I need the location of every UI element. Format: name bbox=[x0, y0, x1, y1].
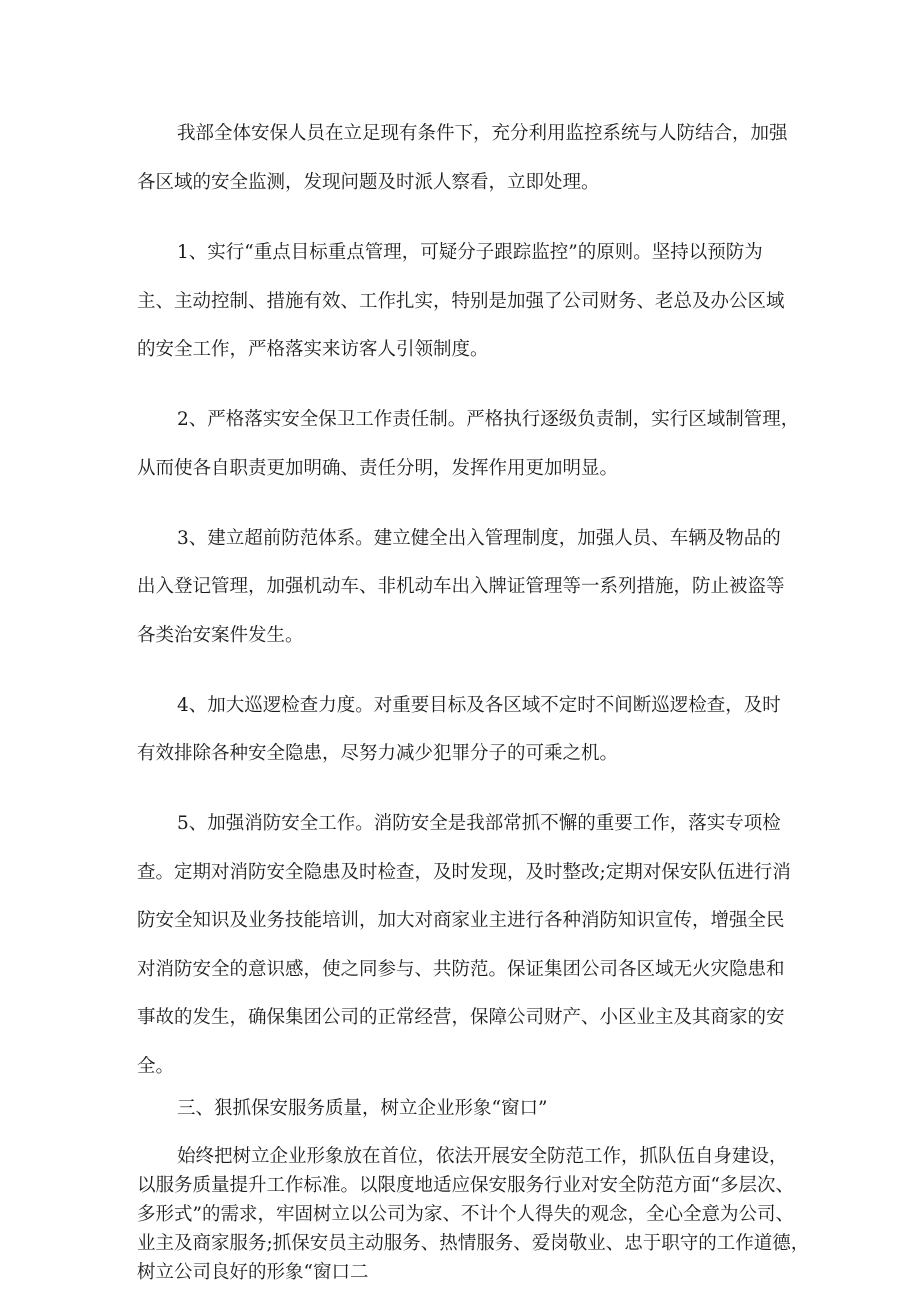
paragraph-line: 防安全知识及业务技能培训，加大对商家业主进行各种消防知识宣传，增强全民 bbox=[137, 910, 785, 931]
paragraph-line: 的安全工作，严格落实来访客人引领制度。 bbox=[137, 339, 489, 360]
paragraph-line: 始终把树立企业形象放在首位，依法开展安全防范工作，抓队伍自身建设， bbox=[177, 1146, 788, 1167]
paragraph-line: 树立公司良好的形象“窗口二 bbox=[137, 1262, 369, 1283]
paragraph-line: 2、严格落实安全保卫工作责任制。严格执行逐级负责制，实行区域制管理， bbox=[177, 409, 800, 430]
paragraph-line: 以服务质量提升工作标准。以限度地适应保安服务行业对安全防范方面“多层次、 bbox=[137, 1175, 794, 1196]
paragraph-line: 5、加强消防安全工作。消防安全是我部常抓不懈的重要工作，落实专项检 bbox=[177, 813, 781, 834]
paragraph-line: 对消防安全的意识感，使之同参与、共防范。保证集团公司各区域无火灾隐患和 bbox=[137, 959, 785, 980]
section-heading: 三、狠抓保安服务质量，树立企业形象“窗口” bbox=[177, 1098, 548, 1119]
paragraph-line: 各区域的安全监测，发现问题及时派人察看，立即处理。 bbox=[137, 172, 600, 193]
paragraph-line: 有效排除各种安全隐患，尽努力减少犯罪分子的可乘之机。 bbox=[137, 743, 619, 764]
paragraph-line: 4、加大巡逻检查力度。对重要目标及各区域不定时不间断巡逻检查，及时 bbox=[177, 695, 781, 716]
paragraph-line: 查。定期对消防安全隐患及时检查，及时发现，及时整改;定期对保安队伍进行消 bbox=[137, 862, 791, 883]
paragraph-line: 主、主动控制、措施有效、工作扎实，特别是加强了公司财务、老总及办公区域 bbox=[137, 291, 785, 312]
paragraph-line: 从而使各自职责更加明确、责任分明，发挥作用更加明显。 bbox=[137, 458, 619, 479]
paragraph-line: 各类治安案件发生。 bbox=[137, 625, 304, 646]
paragraph-line: 业主及商家服务;抓保安员主动服务、热情服务、爱岗敬业、忠于职守的工作道德， bbox=[137, 1233, 810, 1254]
paragraph-line: 全。 bbox=[137, 1056, 175, 1077]
paragraph-line: 3、建立超前防范体系。建立健全出入管理制度，加强人员、车辆及物品的 bbox=[177, 528, 781, 549]
paragraph-line: 1、实行“重点目标重点管理，可疑分子跟踪监控”的原则。坚持以预防为 bbox=[177, 242, 763, 263]
paragraph-line: 出入登记管理，加强机动车、非机动车出入牌证管理等一系列措施，防止被盗等 bbox=[137, 576, 785, 597]
paragraph-line: 多形式”的需求，牢固树立以公司为家、不计个人得失的观念，全心全意为公司、 bbox=[137, 1204, 794, 1225]
paragraph-line: 事故的发生，确保集团公司的正常经营，保障公司财产、小区业主及其商家的安 bbox=[137, 1007, 785, 1028]
paragraph-line: 我部全体安保人员在立足现有条件下，充分利用监控系统与人防结合，加强 bbox=[177, 123, 788, 144]
